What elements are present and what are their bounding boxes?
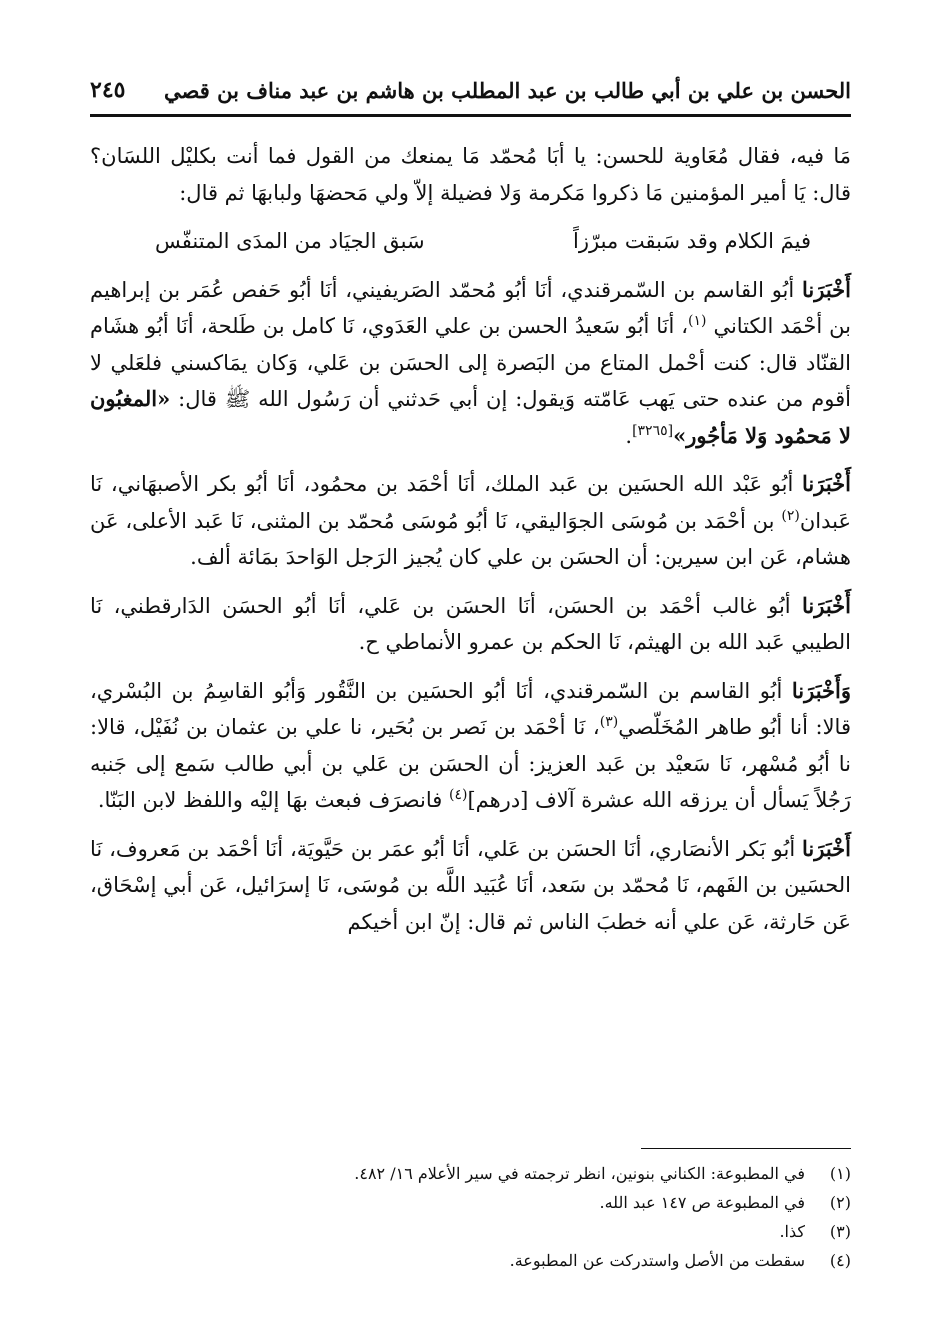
paragraph-text: أبُو القاسم بن السّمرقندي، أنَا أبُو مُحمّد الصَريفيني، أنَا أبُو حَفص عُمَر بن إبراهيم بن أحْمَد الكتاني bbox=[90, 277, 851, 338]
paragraph-4 bbox=[90, 588, 851, 661]
chain-lead-word: أَخْبَرَنا bbox=[802, 835, 851, 861]
footnotes bbox=[90, 1148, 851, 1275]
footnote-item bbox=[90, 1246, 851, 1275]
verse-second-hemistich: سَبق الجيَاد من المدَى المتنفّس bbox=[155, 229, 425, 253]
footnote-ref: (٢) bbox=[781, 507, 800, 524]
paragraph-text: أبُو غالب أحْمَد بن الحسَن، أنَا الحسَن بن عَلي، أنَا أبُو الحسَن الدَارقطني، نَا الطيبي عَبد الله بن الهيثم، نَا الحكم بن عمرو الأنماطي ح. bbox=[90, 593, 851, 654]
paragraph-end: . bbox=[625, 423, 633, 448]
paragraph-5 bbox=[90, 673, 851, 819]
footnote-number: (٣) bbox=[829, 1222, 851, 1241]
footnote-number: (٢) bbox=[829, 1193, 851, 1212]
footnote-item bbox=[90, 1217, 851, 1246]
chain-lead-word: أَخْبَرَنا bbox=[802, 592, 851, 618]
chain-lead-word: أَخْبَرَنا bbox=[802, 276, 851, 302]
paragraph-text: أبُو بَكر الأنصَاري، أنَا الحسَن بن عَلي، أنَا أبُو عمَر بن حَيَّويَة، أنَا أحْمَد بن مَعروف، نَا الحسَين بن الفَهم، نَا مُحمّد بن سَعد، أنَا عُبَيد اللَّه بن مُوسَى، نَا إسرَائيل، عَن أبي إسْحَاق، عَن حَارثة، عَن علي أنه خطبَ الناس ثم قال: إنّ ابن أخيكم bbox=[90, 836, 851, 934]
footnote-item bbox=[90, 1159, 851, 1188]
paragraph-6 bbox=[90, 831, 851, 941]
paragraph-1: مَا فيه، فقال مُعَاوية للحسن: يا أبَا مُحمّد مَا يمنعك من القول فما أنت بكليْل اللسَان؟ قال: يَا أمير المؤمنين مَا ذكروا مَكرمة وَلا فضيلة إلاّ ولي مَحضهَا ولبابهَا ثم قال: bbox=[90, 144, 851, 205]
chain-lead-word: وَأَخْبَرَنا bbox=[791, 677, 851, 703]
paragraph-text: فانصرَف فبعث بهَا إليْه واللفظ لابن البَنّا. bbox=[97, 788, 449, 812]
paragraph-text: ، نَا أحْمَد بن نَصر بن بُحَير، نا علي بن عثمان بن نُفَيْل، قالا: نا أبُو مُسْهر، نَا سَعيْد بن عَبد العزيز: أن الحسَن بن عَلي بن أبي طالب سَمع إلى جَنبه رَجُلاً يَسأل أن يرزقه الله عشرة آلاف [درهم] bbox=[90, 715, 851, 812]
footnote-number: (١) bbox=[829, 1164, 851, 1183]
main-text bbox=[90, 138, 851, 952]
footnote-ref: (٣) bbox=[599, 714, 619, 730]
hadith-text: «المغبُون لا مَحمُود وَلا مَأجُور» bbox=[90, 386, 851, 448]
verse-first-hemistich: فيمَ الكلام وقد سَبقت مبرّزاً bbox=[573, 229, 811, 253]
paragraph-text: أبُو عَبْد الله الحسَين بن عَبد الملك، أنَا أحْمَد بن محمُود، أنَا أبُو بكر الأصبهَاني، نَا عَبدان bbox=[90, 472, 851, 533]
page-header bbox=[90, 66, 851, 117]
paragraph-text: بن أحْمَد بن مُوسَى الجوَاليقي، نَا أبُو مُوسَى مُحمّد بن المثنى، نَا عَبد الأعلى، عَن هشام، عَن ابن سيرين: أن الحسَن بن علي كان يُجيز الرَجل الوَاحدَ بمَائة ألف. bbox=[90, 508, 851, 569]
page-number: ٢٤٥ bbox=[90, 77, 126, 103]
footnote-text: في المطبوعة: الكناني بنونين، انظر ترجمته في سير الأعلام ١٦/ ٤٨٢. bbox=[354, 1164, 805, 1183]
chain-lead-word: أَخْبَرَنا bbox=[802, 471, 851, 496]
paragraph-2 bbox=[90, 272, 851, 455]
running-title: الحسن بن علي بن أبي طالب بن عبد المطلب بن هاشم بن عبد مناف بن قصي bbox=[164, 77, 851, 103]
footnote-text: كذا. bbox=[779, 1222, 805, 1241]
footnote-ref: (١) bbox=[688, 313, 707, 329]
footnote-ref: (٤) bbox=[448, 787, 468, 803]
paragraph-3 bbox=[90, 466, 851, 576]
hadith-number: [٣٢٦٥] bbox=[632, 422, 674, 439]
footnote-text: في المطبوعة ص ١٤٧ عبد الله. bbox=[599, 1193, 805, 1212]
poetry-verse bbox=[90, 223, 851, 260]
paragraph-text: ، أنَا أبُو سَعيدُ الحسن بن علي العَدَوي، نَا كامل بن طَلحة، أنَا أبُو هشَام القنّاد قال: كنت أحْمل المتاع من البَصرة إلى الحسَن بن عَلي، وَكان يمَاكسني فلعَلي لا أقوم من عنده حتى يَهب عَامّته وَيقول: إن أبي حَدثني أن رَسُول الله ﷺ قال: bbox=[90, 314, 851, 411]
footnote-divider bbox=[641, 1148, 851, 1149]
footnote-text: سقطت من الأصل واستدركت عن المطبوعة. bbox=[509, 1251, 805, 1270]
paragraph-text: أبُو القاسم بن السّمرقندي، أنَا أبُو الحسَين بن النَّقُور وَأبُو القاسِمُ بن البُسْري، قالا: أنا أبُو طاهر المُخَلّصي bbox=[90, 678, 851, 739]
footnote-number: (٤) bbox=[829, 1251, 851, 1270]
footnote-item bbox=[90, 1188, 851, 1217]
